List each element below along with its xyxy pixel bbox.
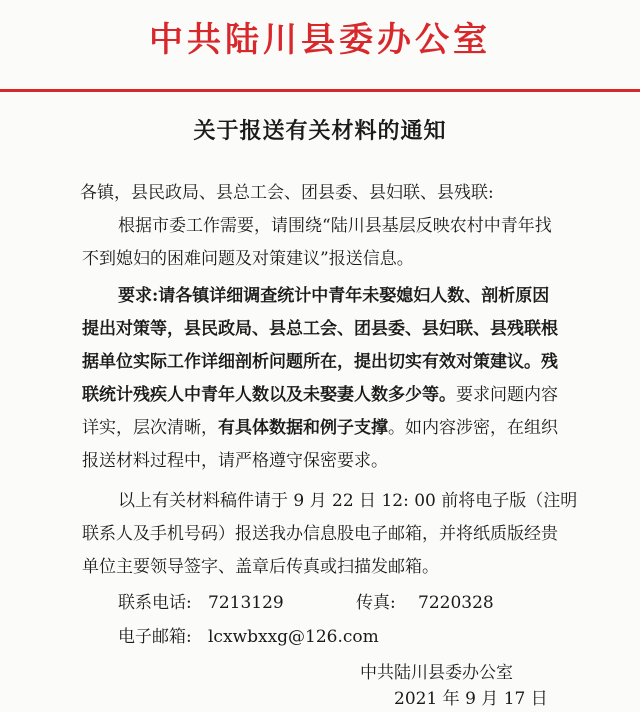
- para2-line4-rest: 要求问题内容: [456, 385, 558, 405]
- email-label: 电子邮箱:: [118, 627, 192, 647]
- para3-line1: 以上有关材料稿件请于 9 月 22 日 12: 00 前将电子版（注明: [118, 491, 578, 511]
- para1-line2: 不到媳妇的困难问题及对策建议”报送信息。: [82, 249, 414, 269]
- para1-line1: 根据市委工作需要，请围绕“陆川县基层反映农村中青年找: [118, 216, 552, 236]
- para2-line3: 据单位实际工作详细剖析问题所在，提出切实有效对策建议。残: [82, 352, 558, 372]
- para2-line4-bold: 联统计残疾人中青年人数以及未娶妻人数多少等。: [82, 385, 456, 405]
- para3-line2: 联系人及手机号码）报送我办信息股电子邮箱，并将纸质版经贵: [82, 524, 558, 544]
- signature-date: 2021 年 9 月 17 日: [394, 689, 548, 709]
- phone-number: 7213129: [208, 593, 284, 613]
- signature-org: 中共陆川县委办公室: [360, 663, 513, 683]
- fax-label: 传真:: [356, 593, 396, 613]
- red-divider-line: [0, 89, 640, 92]
- addressee-line: 各镇，县民政局、县总工会、团县委、县妇联、县残联:: [80, 183, 494, 203]
- para2-line2: 提出对策等，县民政局、县总工会、团县委、县妇联、县残联根: [82, 319, 558, 339]
- issuing-org-header: 中共陆川县委办公室: [149, 20, 491, 60]
- para2-line5: [82, 415, 558, 441]
- para2-line6: 报送材料过程中，请严格遵守保密要求。: [82, 451, 388, 471]
- phone-label: 联系电话:: [118, 593, 192, 613]
- para2-line5-b: 。如内容涉密，在组织: [388, 418, 558, 438]
- para2-line1: 要求:请各镇详细调查统计中青年未娶媳妇人数、剖析原因: [118, 286, 550, 306]
- para2-line5-a: 详实，层次清晰，: [82, 418, 218, 438]
- para2-line5-bold: 有具体数据和例子支撑: [218, 418, 388, 438]
- para2-line4: [82, 382, 558, 408]
- fax-number: 7220328: [418, 593, 494, 613]
- email-address: lcxwbxxg@126.com: [208, 627, 379, 647]
- document-title: 关于报送有关材料的通知: [193, 118, 447, 144]
- para3-line3: 单位主要领导签字、盖章后传真或扫描发邮箱。: [82, 557, 439, 577]
